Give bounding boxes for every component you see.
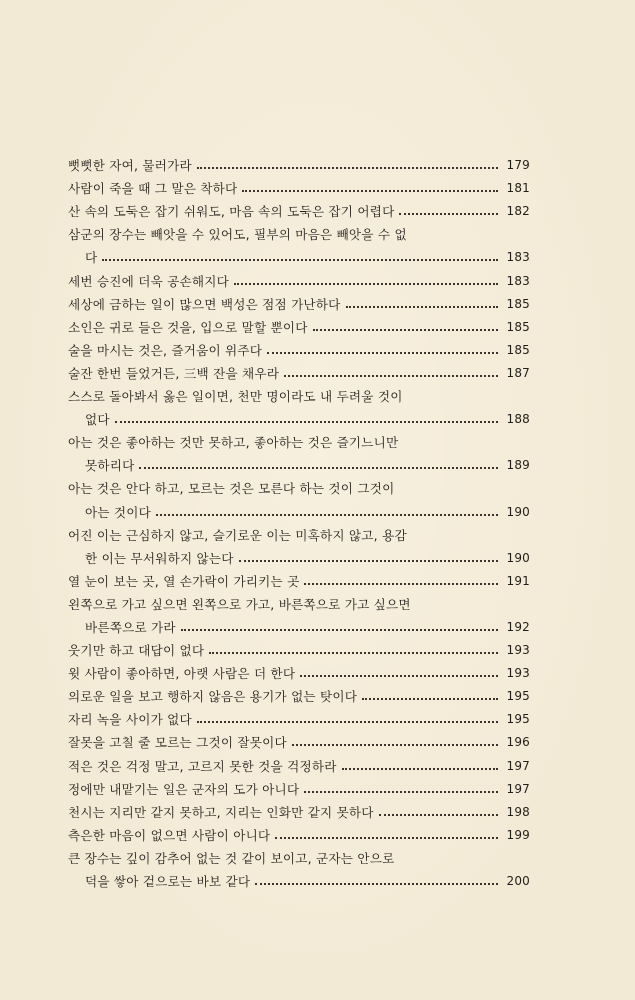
dot-leader xyxy=(242,190,498,192)
dot-leader xyxy=(275,837,498,839)
toc-entry-title: 의로운 일을 보고 행하지 않음은 용기가 없는 탓이다 xyxy=(68,689,358,705)
toc-entry-title: 소인은 귀로 들은 것을, 입으로 말할 뿐이다 xyxy=(68,319,308,335)
dot-leader xyxy=(197,167,498,169)
toc-page-number: 185 xyxy=(506,319,530,334)
toc-entry-title: 사람이 죽을 때 그 말은 착하다 xyxy=(68,181,238,197)
toc-page-number: 197 xyxy=(506,781,530,796)
toc-entry-title: 측은한 마음이 없으면 사람이 아니다 xyxy=(68,827,271,843)
toc-entry-title: 어진 이는 근심하지 않고, 슬기로운 이는 미혹하지 않고, 용감 xyxy=(68,527,407,543)
toc-entry-title: 세번 승진에 더욱 공손해지다 xyxy=(68,273,229,289)
toc-entry-title: 자리 녹을 사이가 없다 xyxy=(68,712,192,728)
toc-entry-title: 못하리다 xyxy=(85,458,135,474)
dot-leader xyxy=(102,259,498,261)
toc-entry xyxy=(68,358,530,381)
toc-entry xyxy=(68,704,530,727)
toc-page-number: 197 xyxy=(506,758,530,773)
toc-page-number: 183 xyxy=(506,250,530,265)
toc-entry xyxy=(68,727,530,750)
toc-entry xyxy=(68,219,530,242)
dot-leader xyxy=(284,375,498,377)
dot-leader xyxy=(197,721,498,723)
dot-leader xyxy=(267,352,498,354)
toc-page-number: 199 xyxy=(506,827,530,842)
toc-page-number: 191 xyxy=(506,573,530,588)
toc-entry xyxy=(68,427,530,450)
toc-entry-title: 윗 사람이 좋아하면, 아랫 사람은 더 한다 xyxy=(68,666,296,682)
toc-entry xyxy=(68,335,530,358)
dot-leader xyxy=(156,514,498,516)
toc-entry xyxy=(68,265,530,288)
toc-entry-continuation xyxy=(68,543,530,566)
toc-entry-title: 적은 것은 걱정 말고, 고르지 못한 것을 걱정하라 xyxy=(68,758,337,774)
toc-entry-continuation xyxy=(68,404,530,427)
toc-entry-title: 삼군의 장수는 빼앗을 수 있어도, 필부의 마음은 빼앗을 수 없 xyxy=(68,227,407,243)
toc-entry xyxy=(68,312,530,335)
toc-entry xyxy=(68,473,530,496)
toc-entry-title: 바른쪽으로 가라 xyxy=(85,619,176,635)
toc-entry xyxy=(68,797,530,820)
toc-entry-title: 왼쪽으로 가고 싶으면 왼쪽으로 가고, 바른쪽으로 가고 싶으면 xyxy=(68,596,411,612)
toc-entry-continuation xyxy=(68,450,530,473)
toc-entry-title: 산 속의 도둑은 잡기 쉬워도, 마음 속의 도둑은 잡기 어렵다 xyxy=(68,204,395,220)
dot-leader xyxy=(399,213,498,215)
toc-page-number: 192 xyxy=(506,619,530,634)
toc-page-number: 195 xyxy=(506,689,530,704)
dot-leader xyxy=(234,283,498,285)
dot-leader xyxy=(255,883,498,885)
toc-page-number: 198 xyxy=(506,804,530,819)
toc-entry-title: 다 xyxy=(85,250,98,266)
toc-entry-continuation xyxy=(68,612,530,635)
toc-entry-title: 잘못을 고칠 줄 모르는 그것이 잘못이다 xyxy=(68,735,287,751)
toc-entry xyxy=(68,289,530,312)
toc-entry xyxy=(68,681,530,704)
toc-entry xyxy=(68,173,530,196)
toc-entry xyxy=(68,820,530,843)
toc-entry-continuation xyxy=(68,496,530,519)
toc-entry-title: 없다 xyxy=(85,412,110,428)
dot-leader xyxy=(300,675,498,677)
toc-entry-title: 천시는 지리만 같지 못하고, 지리는 인화만 같지 못하다 xyxy=(68,804,374,820)
dot-leader xyxy=(379,814,498,816)
dot-leader xyxy=(115,421,498,423)
table-of-contents xyxy=(68,150,530,889)
toc-page-number: 185 xyxy=(506,342,530,357)
toc-entry xyxy=(68,774,530,797)
toc-entry-title: 술잔 한번 들었거든, 三백 잔을 채우라 xyxy=(68,365,280,381)
toc-entry-title: 한 이는 무서워하지 않는다 xyxy=(85,550,234,566)
toc-entry-title: 덕을 쌓아 겉으로는 바보 같다 xyxy=(85,874,251,889)
toc-entry xyxy=(68,750,530,773)
toc-page-number: 189 xyxy=(506,458,530,473)
dot-leader xyxy=(292,744,498,746)
toc-page-number: 190 xyxy=(506,550,530,565)
toc-page-number: 187 xyxy=(506,365,530,380)
toc-page-number: 182 xyxy=(506,204,530,219)
toc-entry-title: 뻣뻣한 자여, 물러가라 xyxy=(68,158,192,174)
toc-entry-title: 정에만 내맡기는 일은 군자의 도가 아니다 xyxy=(68,781,300,797)
toc-entry xyxy=(68,566,530,589)
toc-entry-title: 열 눈이 보는 곳, 열 손가락이 가리키는 곳 xyxy=(68,573,300,589)
toc-entry xyxy=(68,635,530,658)
toc-entry-continuation xyxy=(68,242,530,265)
toc-entry-continuation xyxy=(68,866,530,889)
toc-page-number: 193 xyxy=(506,643,530,658)
toc-entry-title: 아는 것이다 xyxy=(85,504,152,520)
toc-entry xyxy=(68,589,530,612)
toc-page-number: 181 xyxy=(506,181,530,196)
toc-page-number: 195 xyxy=(506,712,530,727)
dot-leader xyxy=(362,698,498,700)
dot-leader xyxy=(313,329,498,331)
toc-entry-title: 세상에 금하는 일이 많으면 백성은 점점 가난하다 xyxy=(68,296,341,312)
toc-entry xyxy=(68,843,530,866)
dot-leader xyxy=(304,791,498,793)
toc-entry xyxy=(68,381,530,404)
toc-entry xyxy=(68,196,530,219)
toc-entry-title: 큰 장수는 깊이 감추어 없는 것 같이 보이고, 군자는 안으로 xyxy=(68,850,395,866)
toc-entry xyxy=(68,520,530,543)
toc-entry-title: 아는 것은 좋아하는 것만 못하고, 좋아하는 것은 즐기느니만 xyxy=(68,435,399,451)
toc-page-number: 200 xyxy=(506,874,530,888)
dot-leader xyxy=(346,306,498,308)
toc-entry-title: 아는 것은 안다 하고, 모르는 것은 모른다 하는 것이 그것이 xyxy=(68,481,395,497)
toc-entry-title: 웃기만 하고 대답이 없다 xyxy=(68,643,205,659)
dot-leader xyxy=(239,560,498,562)
dot-leader xyxy=(342,768,498,770)
dot-leader xyxy=(139,467,498,469)
dot-leader xyxy=(181,629,498,631)
toc-page-number: 190 xyxy=(506,504,530,519)
dot-leader xyxy=(209,652,498,654)
toc-page-number: 188 xyxy=(506,412,530,427)
toc-entry-title: 스스로 돌아봐서 옳은 일이면, 천만 명이라도 내 두려울 것이 xyxy=(68,389,403,405)
toc-entry xyxy=(68,150,530,173)
toc-entry xyxy=(68,658,530,681)
toc-page-number: 179 xyxy=(506,158,530,173)
dot-leader xyxy=(304,583,498,585)
toc-page-number: 196 xyxy=(506,735,530,750)
toc-page-number: 193 xyxy=(506,666,530,681)
toc-page-number: 185 xyxy=(506,296,530,311)
toc-entry-title: 술을 마시는 것은, 즐거움이 위주다 xyxy=(68,342,263,358)
toc-page-number: 183 xyxy=(506,273,530,288)
